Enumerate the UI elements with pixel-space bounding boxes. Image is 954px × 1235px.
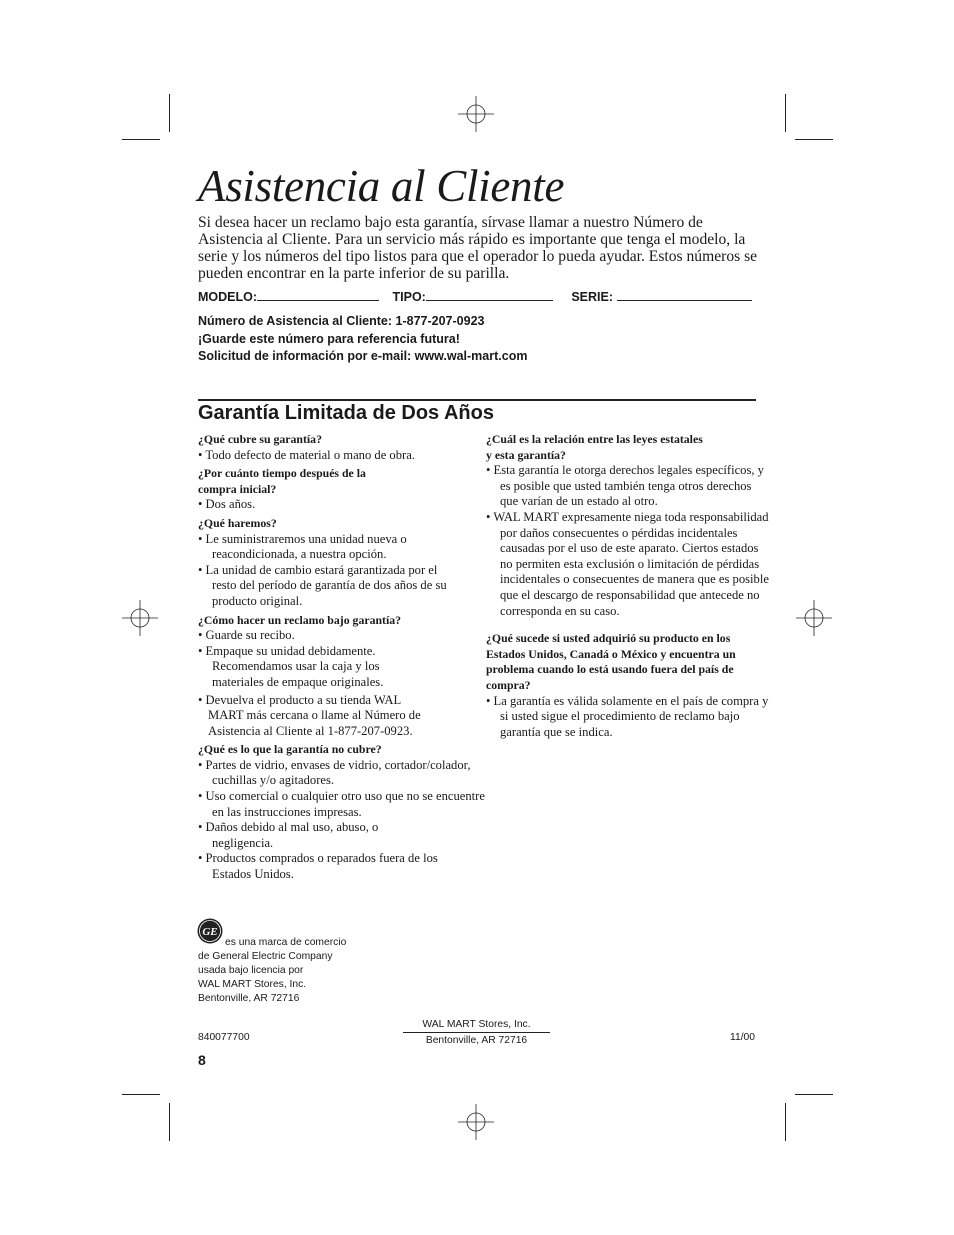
footer-company: WAL MART Stores, Inc. xyxy=(403,1017,550,1033)
answer-item: • La unidad de cambio estará garantizada por el resto del período de garantía de dos años de su producto original. xyxy=(198,562,447,608)
product-fields xyxy=(198,287,752,304)
warranty-heading: Garantía Limitada de Dos Años xyxy=(198,402,494,424)
crop-mark xyxy=(785,1103,786,1141)
question: ¿Qué es lo que la garantía no cubre? xyxy=(198,742,382,757)
registration-mark-icon xyxy=(458,1104,494,1140)
question: ¿Qué haremos? xyxy=(198,515,277,530)
crop-mark xyxy=(169,94,170,132)
print-date: 11/00 xyxy=(730,1032,756,1043)
trademark-notice xyxy=(198,936,346,1006)
email-line: Solicitud de información por e-mail: www.wal-mart.com xyxy=(198,349,528,363)
answer-item: • WAL MART expresamente niega toda responsabilidad por daños consecuentes o pérdidas incidentales causadas por el uso de este aparato. Ciertos estados no permiten esta exclusión o limitación de pérdidas incidentales o consecuentes de manera que es posible que el descargo de responsabilidad que antecede no corresponda en su caso. xyxy=(486,509,769,618)
answer-item: • Le suministraremos una unidad nueva o reacondicionada, a nuestra opción. xyxy=(198,531,407,562)
answer-item: • Daños debido al mal uso, abuso, o negligencia. xyxy=(198,820,379,850)
page-number: 8 xyxy=(198,1052,206,1068)
footer-city: Bentonville, AR 72716 xyxy=(425,1035,528,1046)
crop-mark xyxy=(785,94,786,132)
crop-mark xyxy=(169,1103,170,1141)
question: ¿Cómo hacer un reclamo bajo garantía? xyxy=(198,612,402,627)
question: y esta garantía? xyxy=(486,447,566,462)
answer-item: • Uso comercial o cualquier otro uso que no se encuentre en las instrucciones impresas. xyxy=(198,789,485,819)
question: ¿Qué sucede si usted adquirió su producto en los Estados Unidos, Canadá o México y encuentra un problema cuando lo está usando fuera del país de compra? xyxy=(486,631,736,692)
modelo-field xyxy=(257,287,379,301)
answer-item: • La garantía es válida solamente en el país de compra y si usted sigue el procedimiento de reclamo bajo garantía que se indica. xyxy=(486,693,769,739)
keep-number-line: ¡Guarde este número para referencia futura! xyxy=(198,331,460,346)
question: ¿Cuál es la relación entre las leyes estatales xyxy=(486,432,703,446)
trademark-line: de General Electric Company xyxy=(198,951,333,962)
trademark-line: WAL MART Stores, Inc. xyxy=(198,979,307,990)
answer-item: • Empaque su unidad debidamente. Recomendamos usar la caja y los materiales de empaque originales. xyxy=(198,643,384,689)
question: ¿Por cuánto tiempo después de la xyxy=(198,466,366,481)
intro-paragraph: Si desea hacer un reclamo bajo esta garantía, sírvase llamar a nuestro Número de Asistencia al Cliente. Para un servicio más rápido es importante que tenga el modelo, la serie y los números del tipo listos para que el operador lo pueda ayudar. Estos números se pueden encontrar en la parte inferior de su parilla. xyxy=(198,214,758,282)
modelo-label: MODELO: xyxy=(198,290,258,304)
answer-item: • Partes de vidrio, envases de vidrio, cortador/colador, cuchillas y/o agitadores. xyxy=(198,757,471,788)
footer-address xyxy=(403,1017,550,1048)
answer-item: • Todo defecto de material o mano de obra. xyxy=(198,447,415,462)
registration-mark-icon xyxy=(122,600,158,636)
ge-logo-text: GE xyxy=(202,926,218,938)
crop-mark xyxy=(795,139,833,140)
trademark-line: es una marca de comercio xyxy=(225,937,347,948)
trademark-line: usada bajo licencia por xyxy=(198,965,304,976)
answer-item: • Productos comprados o reparados fuera de los Estados Unidos. xyxy=(198,851,438,882)
answer-item: • Dos años. xyxy=(198,497,256,512)
part-number: 840077700 xyxy=(198,1032,250,1043)
serie-field xyxy=(617,287,752,301)
phone-line: Número de Asistencia al Cliente: 1-877-207-0923 xyxy=(198,314,485,328)
question: ¿Qué cubre su garantía? xyxy=(198,432,322,446)
answer-item: • Devuelva el producto a su tienda WAL MART más cercana o llame al Número de Asistencia al Cliente al 1-877-207-0923. xyxy=(198,692,421,738)
crop-mark xyxy=(122,1094,160,1095)
question: compra inicial? xyxy=(198,481,277,496)
crop-mark xyxy=(122,139,160,140)
crop-mark xyxy=(795,1094,833,1095)
tipo-field xyxy=(426,287,553,301)
answer-item: • Guarde su recibo. xyxy=(198,628,295,643)
trademark-line: Bentonville, AR 72716 xyxy=(198,993,300,1004)
registration-mark-icon xyxy=(796,600,832,636)
answer-item: • Esta garantía le otorga derechos legales específicos, y es posible que usted también tenga otros derechos que varían de un estado al otro. xyxy=(486,463,764,509)
registration-mark-icon xyxy=(458,96,494,132)
tipo-label: TIPO: xyxy=(392,290,426,304)
serie-label: SERIE: xyxy=(571,290,614,304)
section-divider xyxy=(198,399,756,401)
warranty-column-left xyxy=(198,432,485,883)
warranty-column-right xyxy=(486,432,769,740)
contact-info xyxy=(198,313,527,366)
page-title: Asistencia al Cliente xyxy=(198,161,565,211)
